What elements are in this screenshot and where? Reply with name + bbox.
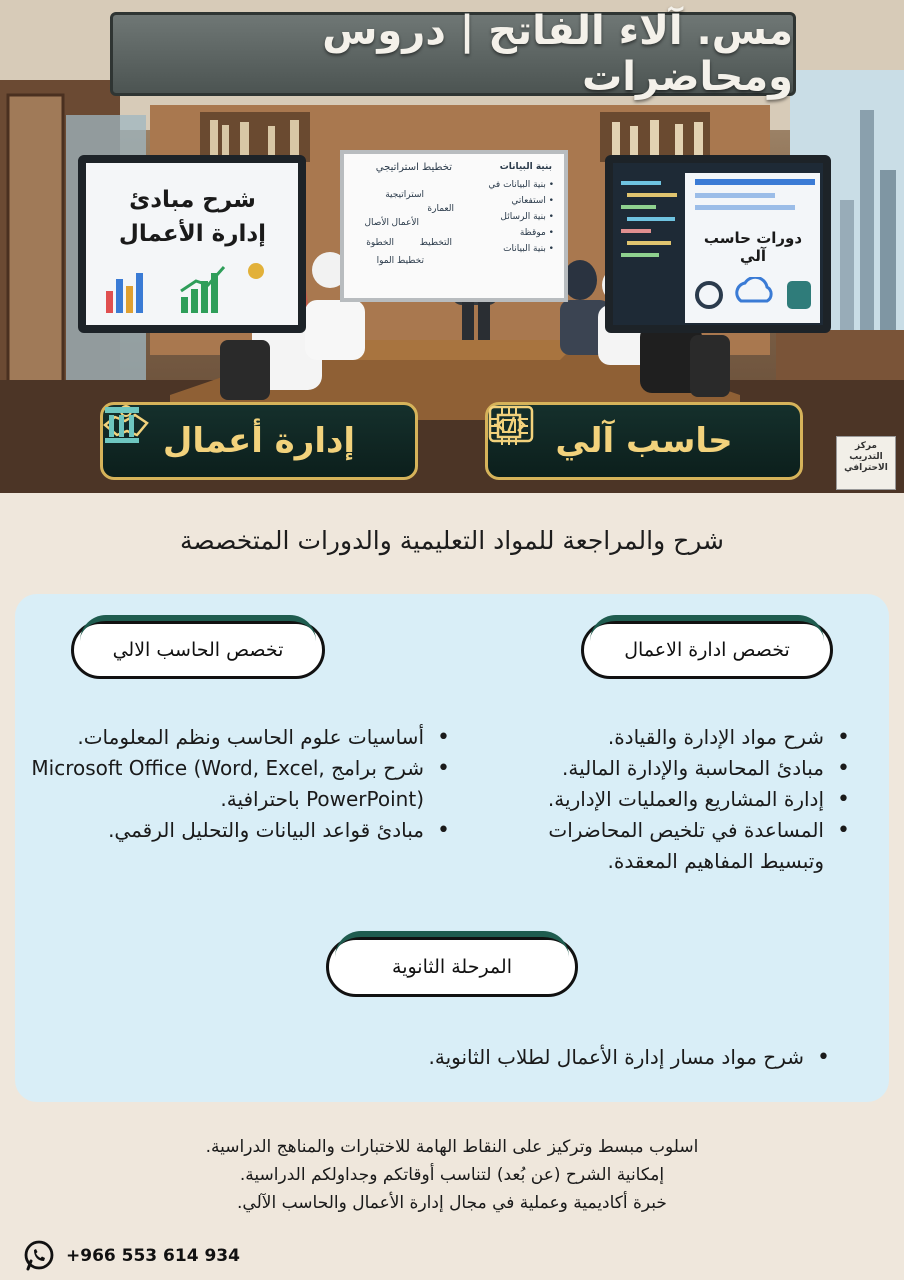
secondary-label-pill <box>326 937 578 997</box>
computer-list <box>30 722 450 846</box>
list-item: • شرح مواد الإدارة والقيادة. <box>520 722 850 753</box>
business-list <box>520 722 850 877</box>
whiteboard-line: الأعمال <box>391 218 419 228</box>
window-mockup <box>695 179 815 219</box>
note-line: خبرة أكاديمية وعملية في مجال إدارة الأعمال والحاسب الآلي. <box>237 1193 667 1213</box>
list-item: • شرح برامج Microsoft Office (Word, Excel, PowerPoint) باحترافية. <box>30 753 450 815</box>
business-label-pill <box>581 621 833 679</box>
whiteboard-line: الخطوة <box>366 238 394 248</box>
logo-line: مركز <box>854 441 877 451</box>
whiteboard-line: تخطيط استراتيجي <box>375 162 452 173</box>
note-line: إمكانية الشرح (عن بُعد) لتناسب أوقاتكم وجداولكم الدراسية. <box>239 1165 665 1185</box>
badge-computer <box>485 402 803 480</box>
list-item: • مبادئ المحاسبة والإدارة المالية. <box>520 753 850 784</box>
whatsapp-icon[interactable] <box>22 1239 56 1273</box>
contact[interactable] <box>22 1238 240 1274</box>
list-item: • شرح مواد مسار إدارة الأعمال لطلاب الثانوية. <box>400 1042 830 1073</box>
subtitle: شرح والمراجعة للمواد التعليمية والدورات المتخصصة <box>180 526 724 555</box>
screen-computer-text: دورات حاسب آلي <box>703 229 803 265</box>
whiteboard-line: • بنية الرسائل <box>500 212 554 222</box>
whiteboard-line: الأصال <box>364 218 389 228</box>
badge-computer-label: حاسب آلي <box>555 421 733 461</box>
list-item: • إدارة المشاريع والعمليات الإدارية. <box>520 784 850 815</box>
computer-label: تخصص الحاسب الالي <box>112 639 284 661</box>
tech-icons <box>691 277 821 317</box>
badge-business-label: إدارة أعمال <box>162 421 356 461</box>
page-title <box>110 8 796 100</box>
chip-icon <box>488 405 530 447</box>
notes <box>0 1133 904 1217</box>
hero-illustration <box>0 0 904 493</box>
list-item: • مبادئ قواعد البيانات والتحليل الرقمي. <box>30 815 450 846</box>
logo-line: الاحترافي <box>844 463 888 473</box>
list-item: • أساسيات علوم الحاسب ونظم المعلومات. <box>30 722 450 753</box>
page-title-text: مس. آلاء الفاتح | دروس ومحاضرات <box>322 8 793 100</box>
pillar-icon <box>103 405 141 445</box>
logo-line: التدريب <box>849 452 883 462</box>
whiteboard-line: • موقظة <box>519 228 554 238</box>
phone-number[interactable]: +966 553 614 934 <box>66 1246 240 1266</box>
list-item: • المساعدة في تلخيص المحاضرات وتبسيط المفاهيم المعقدة. <box>520 815 850 877</box>
screen-business <box>78 155 306 333</box>
whiteboard-line: التخطيط <box>419 238 452 248</box>
whiteboard-line: بنية البيانات <box>499 162 552 172</box>
secondary-label: المرحلة الثانوية <box>392 956 512 978</box>
code-lines <box>617 173 687 323</box>
note-line: اسلوب مبسط وتركيز على النقاط الهامة للاختبارات والمناهج الدراسية. <box>205 1137 699 1157</box>
badge-business <box>100 402 418 480</box>
whiteboard-line: • استفعاتي <box>511 196 554 206</box>
screen-computer <box>605 155 831 333</box>
whiteboard <box>340 150 568 302</box>
computer-label-pill <box>71 621 325 679</box>
center-logo <box>836 436 896 490</box>
whiteboard-line: استراتيجية <box>385 190 424 200</box>
whiteboard-line: • بنية البيانات <box>503 244 554 254</box>
whiteboard-line: تخطيط الموا <box>376 256 424 266</box>
secondary-list <box>400 1042 830 1073</box>
chart-icons <box>86 261 298 321</box>
business-label: تخصص ادارة الاعمال <box>624 639 790 661</box>
whiteboard-line: العمارة <box>427 204 454 214</box>
screen-business-text: شرح مبادئ إدارة الأعمال <box>118 187 267 247</box>
whiteboard-line: • بنية البيانات في <box>488 180 554 190</box>
